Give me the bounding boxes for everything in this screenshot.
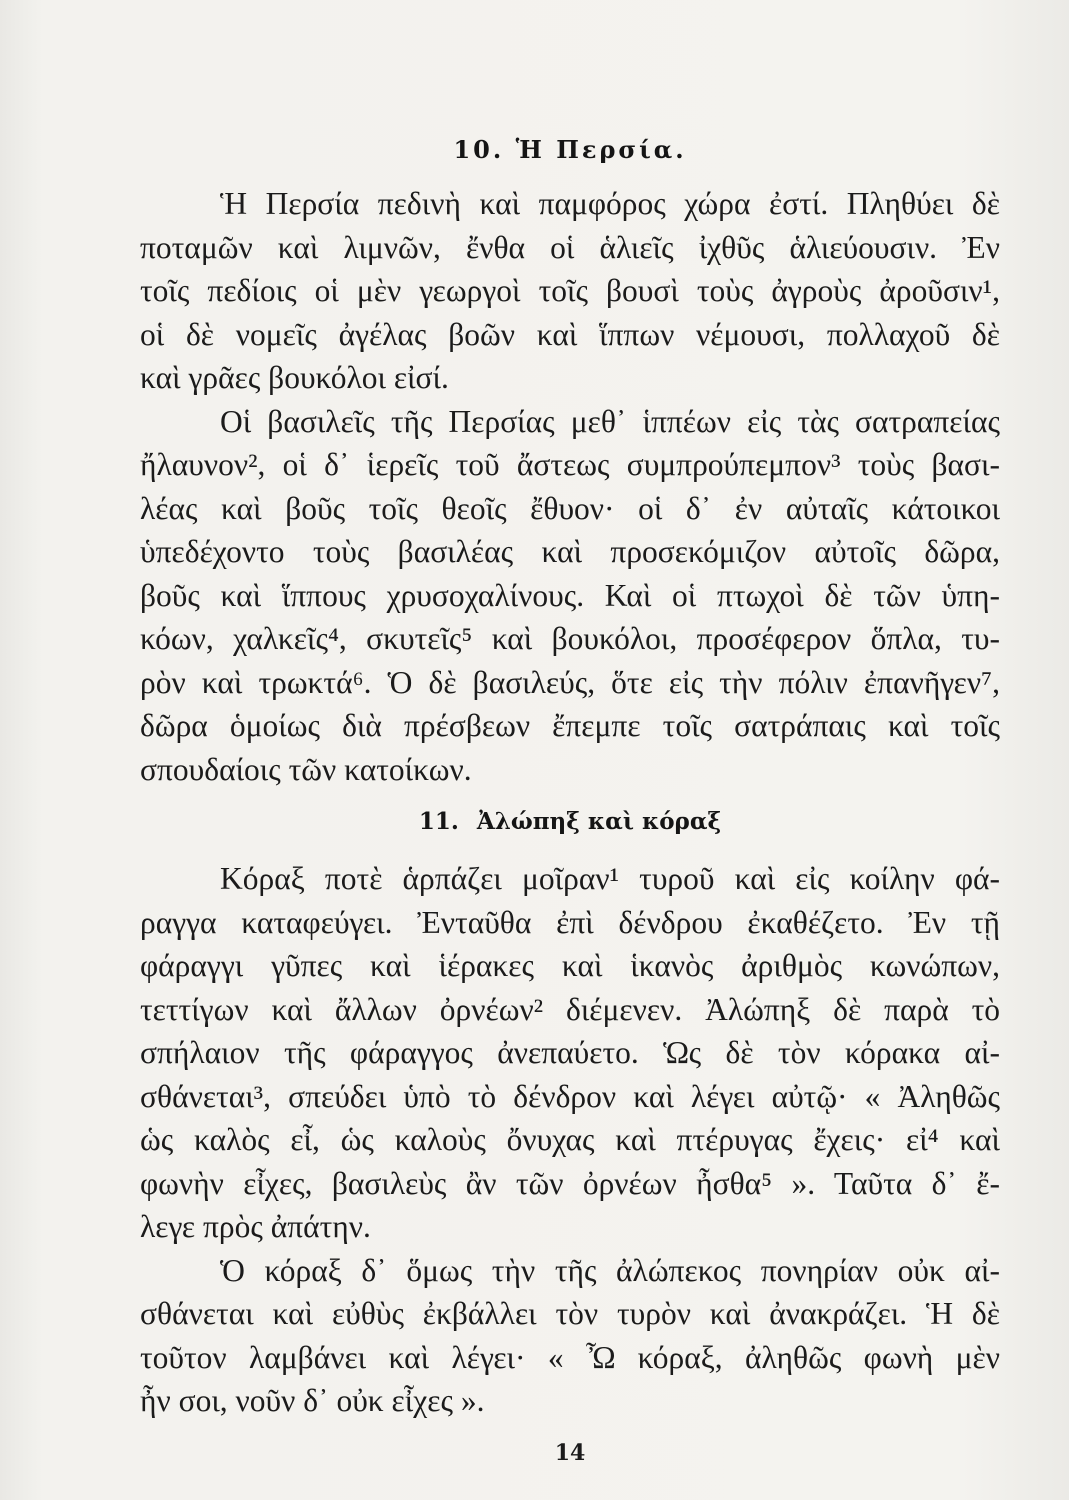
section-11-heading — [140, 808, 1000, 835]
text-line: Κόραξ ποτὲ ἁρπάζει μοῖραν¹ τυροῦ καὶ εἰς κοίλην φά- — [220, 861, 1000, 896]
text-line: σθάνεται καὶ εὐθὺς ἐκβάλλει τὸν τυρὸν καὶ ἀνακράζει. Ἡ δὲ — [140, 1296, 1000, 1331]
text-line: τοῖς πεδίοις οἱ μὲν γεωργοὶ τοῖς βουσὶ τοὺς ἀγροὺς ἀροῦσιν¹, — [140, 273, 1000, 308]
section-10-number: 10. — [453, 135, 505, 164]
text-line: φωνὴν εἶχες, βασιλεὺς ἂν τῶν ὀρνέων ἦσθα⁵ ». Ταῦτα δ᾽ ἔ- — [140, 1165, 1000, 1201]
text-line: ἦν σοι, νοῦν δ᾽ οὐκ εἶχες ». — [140, 1383, 485, 1418]
text-line: καὶ γρᾶες βουκόλοι εἰσί. — [140, 360, 449, 395]
text-line: ραγγα καταφεύγει. Ἐνταῦθα ἐπὶ δένδρου ἐκαθέζετο. Ἐν τῇ — [140, 904, 1000, 940]
text-line: λέας καὶ βοῦς τοῖς θεοῖς ἔθυον· οἱ δ᾽ ἐν αὐταῖς κάτοικοι — [140, 490, 1000, 526]
text-line: κόων, χαλκεῖς⁴, σκυτεῖς⁵ καὶ βουκόλοι, προσέφερον ὅπλα, τυ- — [140, 621, 1000, 656]
text-line: φάραγγι γῦπες καὶ ἱέρακες καὶ ἱκανὸς ἀριθμὸς κωνώπων, — [140, 948, 1000, 983]
text-line: σπουδαίοις τῶν κατοίκων. — [140, 751, 472, 787]
section-11-title: Ἀλώπηξ καὶ κόραξ — [476, 808, 722, 835]
text-line: ἤλαυνον², οἱ δ᾽ ἱερεῖς τοῦ ἄστεως συμπρούπεμπον³ τοὺς βασι- — [140, 447, 1000, 482]
text-line: βοῦς καὶ ἵππους χρυσοχαλίνους. Καὶ οἱ πτωχοὶ δὲ τῶν ὑπη- — [140, 577, 1000, 613]
section-11-number: 11. — [418, 808, 459, 835]
text-line: σπήλαιον τῆς φάραγγος ἀνεπαύετο. Ὡς δὲ τὸν κόρακα αἰ- — [140, 1035, 1000, 1070]
text-line: λεγε πρὸς ἀπάτην. — [140, 1209, 371, 1244]
text-line: Ὁ κόραξ δ᾽ ὅμως τὴν τῆς ἀλώπεκος πονηρίαν οὐκ αἰ- — [220, 1252, 1000, 1288]
section-10-heading — [140, 135, 1000, 164]
text-line: σθάνεται³, σπεύδει ὑπὸ τὸ δένδρον καὶ λέγει αὐτῷ· « Ἀληθῶς — [140, 1078, 1000, 1114]
text-line: τοῦτον λαμβάνει καὶ λέγει· « Ὦ κόραξ, ἀληθῶς φωνὴ μὲν — [140, 1339, 1000, 1375]
text-line: ρὸν καὶ τρωκτά⁶. Ὁ δὲ βασιλεύς, ὅτε εἰς τὴν πόλιν ἐπανῆγεν⁷, — [140, 664, 1000, 700]
text-line: ποταμῶν καὶ λιμνῶν, ἔνθα οἱ ἁλιεῖς ἰχθῦς ἁλιεύουσιν. Ἐν — [140, 229, 1000, 265]
section-10-title: Ἡ Περσία. — [515, 135, 687, 164]
text-line: δῶρα ὁμοίως διὰ πρέσβεων ἔπεμπε τοῖς σατράπαις καὶ τοῖς — [140, 708, 1000, 743]
text-line: Ἡ Περσία πεδινὴ καὶ παμφόρος χώρα ἐστί. Πληθύει δὲ — [220, 186, 1000, 221]
text-line: τεττίγων καὶ ἄλλων ὀρνέων² διέμενεν. Ἀλώπηξ δὲ παρὰ τὸ — [140, 991, 1000, 1027]
text-line: Οἱ βασιλεῖς τῆς Περσίας μεθ᾽ ἱππέων εἰς τὰς σατραπείας — [220, 403, 1000, 439]
page-number: 14 — [554, 1440, 586, 1466]
text-line: ὡς καλὸς εἶ, ὡς καλοὺς ὄνυχας καὶ πτέρυγας ἔχεις· εἰ⁴ καὶ — [140, 1122, 1000, 1157]
text-line: οἱ δὲ νομεῖς ἀγέλας βοῶν καὶ ἵππων νέμουσι, πολλαχοῦ δὲ — [140, 316, 1000, 352]
text-line: ὑπεδέχοντο τοὺς βασιλέας καὶ προσεκόμιζον αὐτοῖς δῶρα, — [140, 534, 1000, 569]
